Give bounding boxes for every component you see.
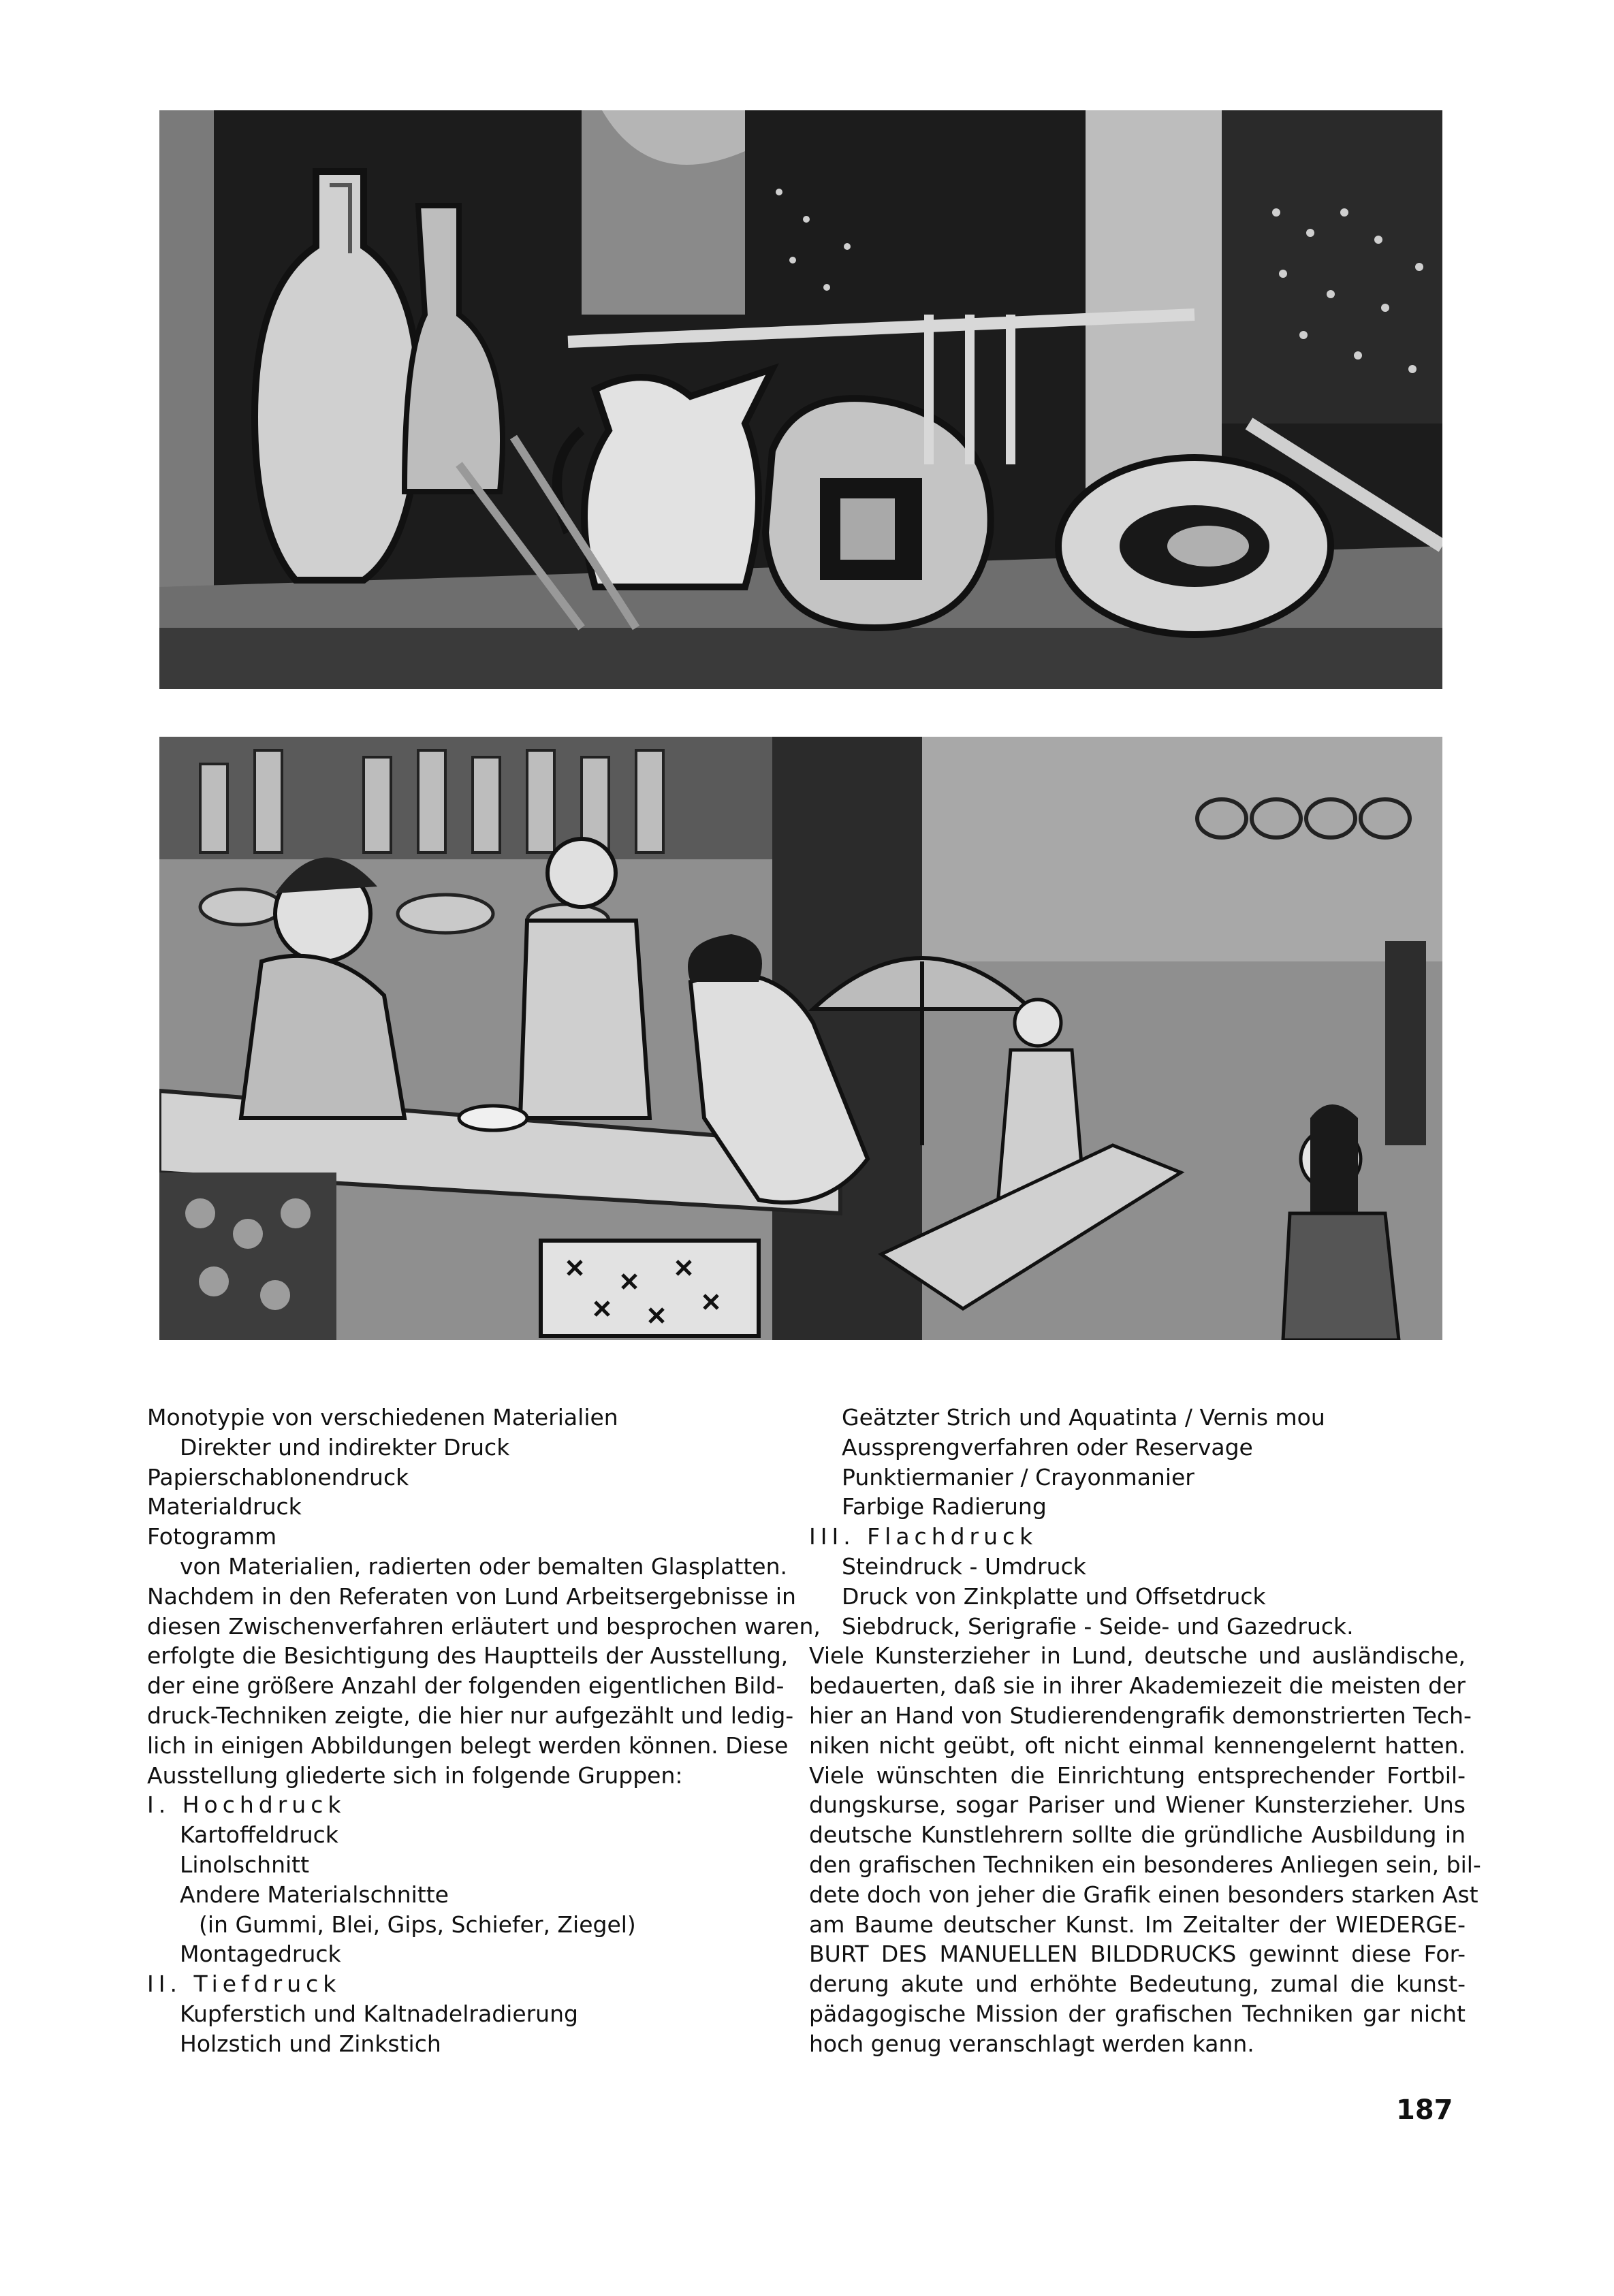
- text-line: niken nicht geübt, oft nicht einmal kennengelernt hatten.: [809, 1732, 1466, 1759]
- text-line: Druck von Zinkplatte und Offsetdruck: [842, 1582, 1266, 1610]
- text-line: BURT DES MANUELLEN BILDDRUCKS gewinnt diese For-: [809, 1941, 1466, 1968]
- text-line: Linolschnitt: [180, 1851, 310, 1878]
- still-life-print: [159, 110, 1442, 689]
- text-line: der eine größere Anzahl der folgenden eigentlichen Bild-: [147, 1672, 785, 1700]
- text-line: II. Tiefdruck: [147, 1971, 341, 1998]
- text-line: derung akute und erhöhte Bedeutung, zumal die kunst-: [809, 1971, 1466, 1998]
- cafe-market-print: [159, 737, 1442, 1340]
- text-line: am Baume deutscher Kunst. Im Zeitalter der WIEDERGE-: [809, 1911, 1466, 1938]
- text-line: erfolgte die Besichtigung des Hauptteils der Ausstellung,: [147, 1642, 789, 1670]
- text-line: Nachdem in den Referaten von Lund Arbeitsergebnisse in: [147, 1582, 796, 1610]
- text-line: I. Hochdruck: [147, 1791, 346, 1819]
- text-line: Aussprengverfahren oder Reservage: [842, 1433, 1253, 1461]
- text-column-right: [809, 1403, 1481, 2059]
- text-line: pädagogische Mission der grafischen Techniken gar nicht: [809, 2000, 1466, 2027]
- text-line: Siebdruck, Serigrafie - Seide- und Gazedruck.: [842, 1612, 1354, 1640]
- text-line: Steindruck - Umdruck: [842, 1552, 1086, 1580]
- cafe-market-print-drawing: [159, 737, 1442, 1340]
- text-line: Montagedruck: [180, 1941, 341, 1968]
- text-line: von Materialien, radierten oder bemalten Glasplatten.: [180, 1552, 787, 1580]
- text-line: druck-Techniken zeigte, die hier nur aufgezählt und ledig-: [147, 1702, 794, 1729]
- text-line: Kartoffeldruck: [180, 1821, 338, 1849]
- text-line: lich in einigen Abbildungen belegt werden können. Diese: [147, 1732, 789, 1759]
- text-line: hoch genug veranschlagt werden kann.: [809, 2030, 1254, 2057]
- text-line: Viele wünschten die Einrichtung entsprechender Fortbil-: [809, 1761, 1466, 1789]
- text-line: Fotogramm: [147, 1523, 277, 1550]
- text-line: Papierschablonendruck: [147, 1463, 409, 1490]
- text-line: hier an Hand von Studierendengrafik demonstrierten Tech-: [809, 1702, 1472, 1729]
- text-line: Direkter und indirekter Druck: [180, 1433, 510, 1461]
- text-line: bedauerten, daß sie in ihrer Akademiezeit die meisten der: [809, 1672, 1466, 1700]
- text-line: diesen Zwischenverfahren erläutert und besprochen waren,: [147, 1612, 821, 1640]
- text-line: dungskurse, sogar Pariser und Wiener Kunsterzieher. Uns: [809, 1791, 1466, 1819]
- text-line: Andere Materialschnitte: [180, 1881, 449, 1908]
- text-line: Viele Kunsterzieher in Lund, deutsche und ausländische,: [809, 1642, 1466, 1670]
- text-line: deutsche Kunstlehrern sollte die gründliche Ausbildung in: [809, 1821, 1466, 1849]
- text-line: Farbige Radierung: [842, 1493, 1047, 1520]
- text-line: Punktiermanier / Crayonmanier: [842, 1463, 1194, 1490]
- page-number: 187: [1396, 2094, 1453, 2126]
- text-line: Geätzter Strich und Aquatinta / Vernis mou: [842, 1404, 1325, 1431]
- text-line: Materialdruck: [147, 1493, 302, 1520]
- text-line: den grafischen Techniken ein besonderes Anliegen sein, bil-: [809, 1851, 1481, 1878]
- text-line: III. Flachdruck: [809, 1523, 1038, 1550]
- text-line: Ausstellung gliederte sich in folgende Gruppen:: [147, 1761, 683, 1789]
- still-life-print-drawing: [159, 110, 1442, 689]
- text-column-left: [147, 1403, 821, 2059]
- text-line: Kupferstich und Kaltnadelradierung: [180, 2000, 578, 2027]
- text-line: Holzstich und Zinkstich: [180, 2030, 441, 2057]
- text-line: Monotypie von verschiedenen Materialien: [147, 1404, 618, 1431]
- text-line: dete doch von jeher die Grafik einen besonders starken Ast: [809, 1881, 1478, 1908]
- text-line: (in Gummi, Blei, Gips, Schiefer, Ziegel): [199, 1911, 636, 1938]
